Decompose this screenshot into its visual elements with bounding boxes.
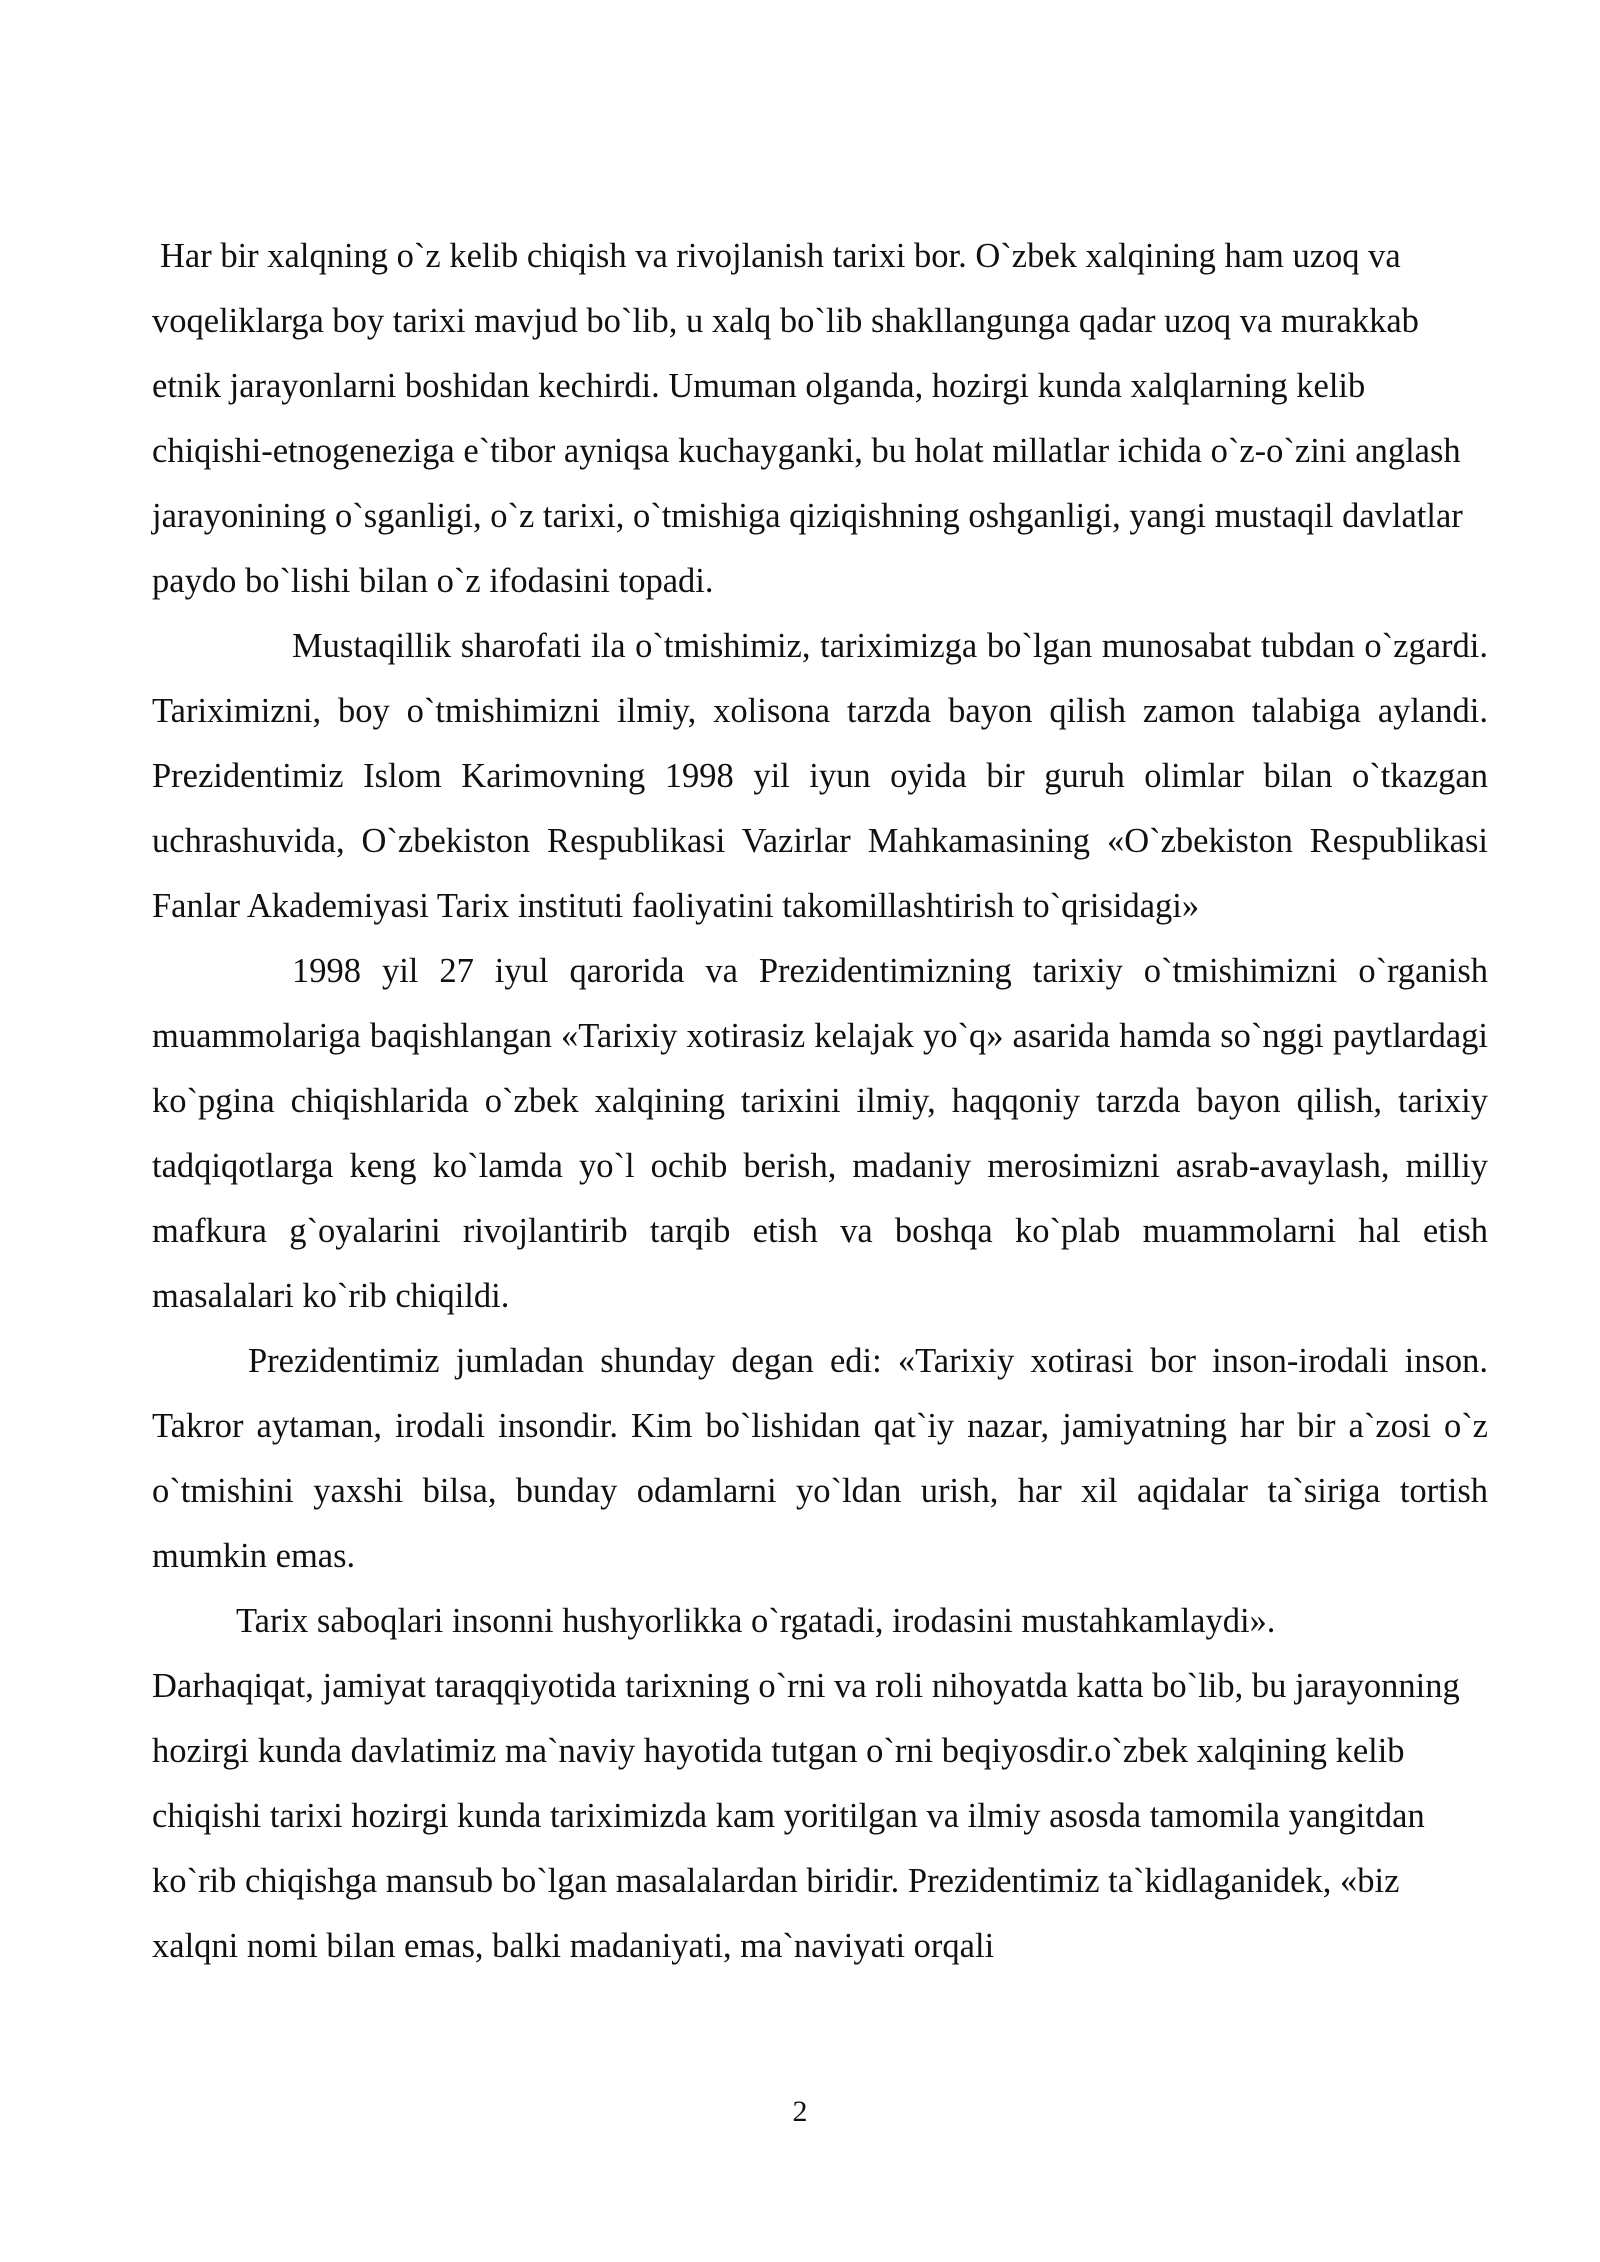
paragraph-history-lessons: Tarix saboqlari insonni hushyorlikka o`rgatadi, irodasini mustahkamlaydi». — [236, 1602, 1276, 1640]
page-number: 2 — [792, 2095, 808, 2128]
paragraph-intro: Har bir xalqning o`z kelib chiqish va rivojlanish tarixi bor. O`zbek xalqining ham uzoq va voqeliklarga boy tarixi mavjud bo`lib, u xalq bo`lib shakllangunga qadar uzoq va murakkab etnik jarayonlarni boshidan kechirdi. Umuman olganda, hozirgi kunda xalqlarning kelib chiqishi-etnogeneziga e`tibor ayniqsa kuchayganki, bu holat millatlar ichida o`z-o`zini anglash jarayonining o`sganligi, o`z tarixi, o`tmishiga qiziqishning oshganligi, yangi mustaqil davlatlar paydo bo`lishi bilan o`z ifodasini topadi. — [152, 237, 1463, 600]
paragraph-president-quote: Prezidentimiz jumladan shunday degan edi: «Tarixiy xotirasi bor inson-irodali inson. Takror aytaman, irodali insondir. Kim bo`lishidan qat`iy nazar, jamiyatning har bir a`zosi o`z o`tmishini yaxshi bilsa, bunday odamlarni yo`ldan urish, har xil aqidalar ta`siriga tortish mumkin emas. — [152, 1342, 1488, 1575]
document-body — [152, 224, 1488, 1979]
paragraph-independence: Mustaqillik sharofati ila o`tmishimiz, tariximizga bo`lgan munosabat tubdan o`zgardi. Tariximizni, boy o`tmishimizni ilmiy, xolisona tarzda bayon qilish zamon talabiga aylandi. Prezidentimiz Islom Karimovning 1998 yil iyun oyida bir guruh olimlar bilan o`tkazgan uchrashuvida, O`zbekiston Respublikasi Vazirlar Mahkamasining «O`zbekiston Respublikasi Fanlar Akademiyasi Tarix instituti faoliyatini takomillashtirish to`qrisidagi» — [152, 627, 1488, 925]
paragraph-conclusion: Darhaqiqat, jamiyat taraqqiyotida tarixning o`rni va roli nihoyatda katta bo`lib, bu jarayonning hozirgi kunda davlatimiz ma`naviy hayotida tutgan o`rni beqiyosdir.o`zbek xalqining kelib chiqishi tarixi hozirgi kunda tariximizda kam yoritilgan va ilmiy asosda tamomila yangitdan ko`rib chiqishga mansub bo`lgan masalalardan biridir. Prezidentimiz ta`kidlaganidek, «biz xalqni nomi bilan emas, balki madaniyati, ma`naviyati orqali — [152, 1667, 1460, 1965]
paragraph-resolution: 1998 yil 27 iyul qarorida va Prezidentimizning tarixiy o`tmishimizni o`rganish muammolariga baqishlangan «Tarixiy xotirasiz kelajak yo`q» asarida hamda so`nggi paytlardagi ko`pgina chiqishlarida o`zbek xalqining tarixini ilmiy, haqqoniy tarzda bayon qilish, tarixiy tadqiqotlarga keng ko`lamda yo`l ochib berish, madaniy merosimizni asrab-avaylash, milliy mafkura g`oyalarini rivojlantirib tarqib etish va boshqa ko`plab muammolarni hal etish masalalari ko`rib chiqildi. — [152, 952, 1488, 1315]
